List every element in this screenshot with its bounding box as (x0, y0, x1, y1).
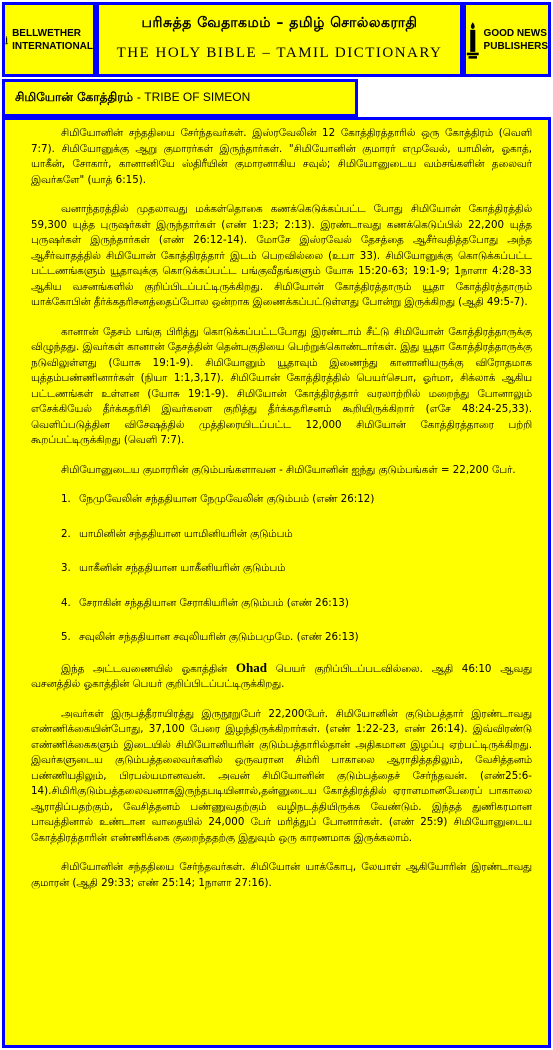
candle-icon (5, 18, 8, 62)
entry-title (2, 79, 358, 117)
candle-icon (466, 18, 480, 62)
ohad-term: Ohad (235, 659, 267, 675)
family-list (31, 492, 532, 646)
list-item: 2. யாமினின் சந்ததியான யாமினியரின் குடும்பம் (61, 527, 293, 540)
list-item: 5. சவுலின் சந்ததியான சவுலியரின் குடும்பமுமே. (எண் 26:13) (61, 631, 359, 643)
paragraph-7: சிமியோனின் சந்ததியை சேர்ந்தவர்கள். சிமியோன் யாக்கோபு, லேயாள் ஆகியோரின் இரண்டாவது குமாரன் (ஆதி 29:33; எண் 25:14; 1நாளா 27:16). (31, 861, 532, 889)
paragraph-1: சிமியோனின் சந்ததியை சேர்ந்தவர்கள். இஸ்ரவேலின் 12 கோத்திரத்தாரில் ஒரு கோத்திரம் (வெளி 7:7). சிமியோனுக்கு ஆறு குமாரர்கள் இருந்தார்கள். "சிமியோனின் குமாரர் எமுவேல், யாமின், ஓகாத், யாகீன், சோகார், கானானியே ஸ்திரீயின் குமாரனாகிய சவுல்; சிமியோனுடைய வம்சங்களின் தலைவர் இவர்களே" (யாத் 6:15). (31, 127, 532, 186)
paragraph-6: அவர்கள் இருபத்தீராயிரத்து இருநூறுபேர் 22,200பேர். சிமியோனின் குடும்பத்தார் இரண்டாவது எண்ணிக்கையின்போது, 37,100 பேரை இழந்திருக்கிறார்கள். (எண் 1:22-23, எண் 26:14). இவ்விரண்டு எண்ணிக்கைகளும் இடையில் சிமியோனியரின் குடும்பத்தாரில்தான் அதிகமான இழப்பு ஏற்பட்டிருக்கிறது. இவர்களுடைய குடும்பத்தலைவர்களில் ஒருவரான சிம்ரி பாகாலை ஆராதித்ததிலும், வேசித்தனம் பண்ணியதிலும், பிரபல்யமானவன். அவன் சிமியோனின் குடும்பத்தைச் சேர்ந்தவன். (எண்25:6-14).சிமிரிகுடும்பத்தலைவனாகஇருந்தபடியினால்,தன்னுடைய கோத்திரத்தில் ஏராளமானபேரைப் பாகாலை ஆராதிப்பதற்கும், வேசித்தனம் பண்ணுவதற்கும் வழிநடத்தியிருக்க வேண்டும். இந்தத் துணிகரமான பாவத்தினால் உண்டான வாதையில் 24,000 பேர் மரித்துப் போனார்கள். (எண் 25:9) சிமியோனுடைய கோத்திரத்தாரின் எண்ணிக்கை குறைந்ததற்கு இதுவும் ஒரு காரணமாக இருக்கலாம். (31, 707, 532, 844)
page-header (96, 2, 463, 77)
paragraph-5: இந்த அட்டவணையில் ஓகாத்தின் Ohad பெயர் குறிப்பிடப்படவில்லை. ஆதி 46:10 ஆவது வசனத்தில் ஓகாத்தின் பெயர் குறிப்பிடப்பட்டிருக்கிறது. (31, 659, 533, 690)
list-item: 1. நேமுவேலின் சந்ததியான நேமுவேலின் குடும்பம் (எண் 26:12) (61, 493, 375, 505)
bellwether-logo (2, 2, 96, 77)
good-news-logo (463, 2, 551, 77)
entry-content (2, 117, 551, 1048)
header-title-tamil: பரிசுத்த வேதாகமம் – தமிழ் சொல்லகராதி (141, 15, 418, 31)
entry-title-english: - TRIBE OF SIMEON (136, 90, 251, 104)
paragraph-4: சிமியோனுடைய குமாரரின் குடும்பங்களாவன - சிமியோனின் ஐந்து குடும்பங்கள் = 22,200 பேர். (61, 463, 516, 476)
logo-left-line2: INTERNATIONAL (12, 40, 93, 52)
logo-left-line1: BELLWETHER (12, 27, 81, 39)
paragraph-3: கானான் தேசம் பங்கு பிரித்து கொடுக்கப்பட்டபோது இரண்டாம் சீட்டு சிமியோன் கோத்திரத்தாருக்கு விழுந்தது. இவர்கள் கானான் தேசத்தின் தென்பகுதியை பெற்றுக்கொண்டார்கள். இது யூதா கோத்திரத்தாருக்கு நடுவிலுள்ளது (யோசு 19:1-9). சிமியோனும் யூதாவும் இணைந்து கானானியருக்கு விரோதமாக யுத்தம்பண்ணினார்கள் (நியா 1:1,3,17). சிமியோன் கோத்திரத்தில் பெயர்செபா, ஓர்மா, சிக்லாக் ஆகிய பட்டணங்கள் உள்ளன (யோசு 19:1-9). சிமியோன் கோத்திரத்தார் வரலாற்றில் மறைந்து போனாலும் எசேக்கியேல் தீர்க்கதரிசி இவர்களை குறித்து தீர்க்கதரிசனம் கூறியிருக்கிறார் (எசே 48:24-25,33). வெளிப்படுத்தின விசேஷத்தில் முத்திரையிடப்பட்ட 12,000 சிமியோன் கோத்திரத்தாரை பற்றி கூறப்பட்டிருக்கிறது (வெளி 7:7). (31, 325, 532, 446)
list-item: 4. சேராகின் சந்ததியான சேராகியரின் குடும்பம் (எண் 26:13) (61, 596, 349, 609)
paragraph-2: வனாந்தரத்தில் முதலாவது மக்கள்தொகை கணக்கெடுக்கப்பட்ட போது சிமியோன் கோத்திரத்தில் 59,300 யுத்த புருஷர்கள் இருந்தார்கள் (எண் 1:23; 2:13). இரண்டாவது கணக்கெடுப்பில் 22,200 யுத்த புருஷர்கள் இருந்தார்கள் (எண் 26:12-14). மோசே இஸ்ரவேல் தேசத்தை ஆசீர்வதித்தபோது அந்த ஆசீர்வாதத்தில் சிமியோன் கோத்திரத்தார் இடம் பெறவில்லை (உபா 33). சிமியோனுக்கு கொடுக்கப்பட்ட பட்டணங்களும் யூதாவுக்கு கொடுக்கப்பட்ட பங்குவீதங்களும் யோசு 15:20-63; 19:1-9; 1நாளா 4:28-33 ஆகிய வசனங்களில் குறிப்பிடப்பட்டிருக்கிறது. சிமியோன் கோத்திரத்தாரும் யூதா கோத்திரத்தாரும் யாக்கோபின் தீர்க்கதரிசனத்தைப்போல ஒன்றாக இணைக்கப்பட்டுள்ளது போன்று இருக்கிறது (ஆதி 49:5-7). (31, 203, 532, 308)
header-title-english: THE HOLY BIBLE – TAMIL DICTIONARY (116, 45, 443, 61)
logo-right-line2: PUBLISHERS (483, 40, 548, 52)
list-item: 3. யாகீனின் சந்ததியான யாகீனியரின் குடும்பம் (61, 562, 286, 574)
logo-right-line1: GOOD NEWS (483, 27, 547, 39)
entry-title-tamil: சிமியோன் கோத்திரம் (15, 90, 134, 104)
